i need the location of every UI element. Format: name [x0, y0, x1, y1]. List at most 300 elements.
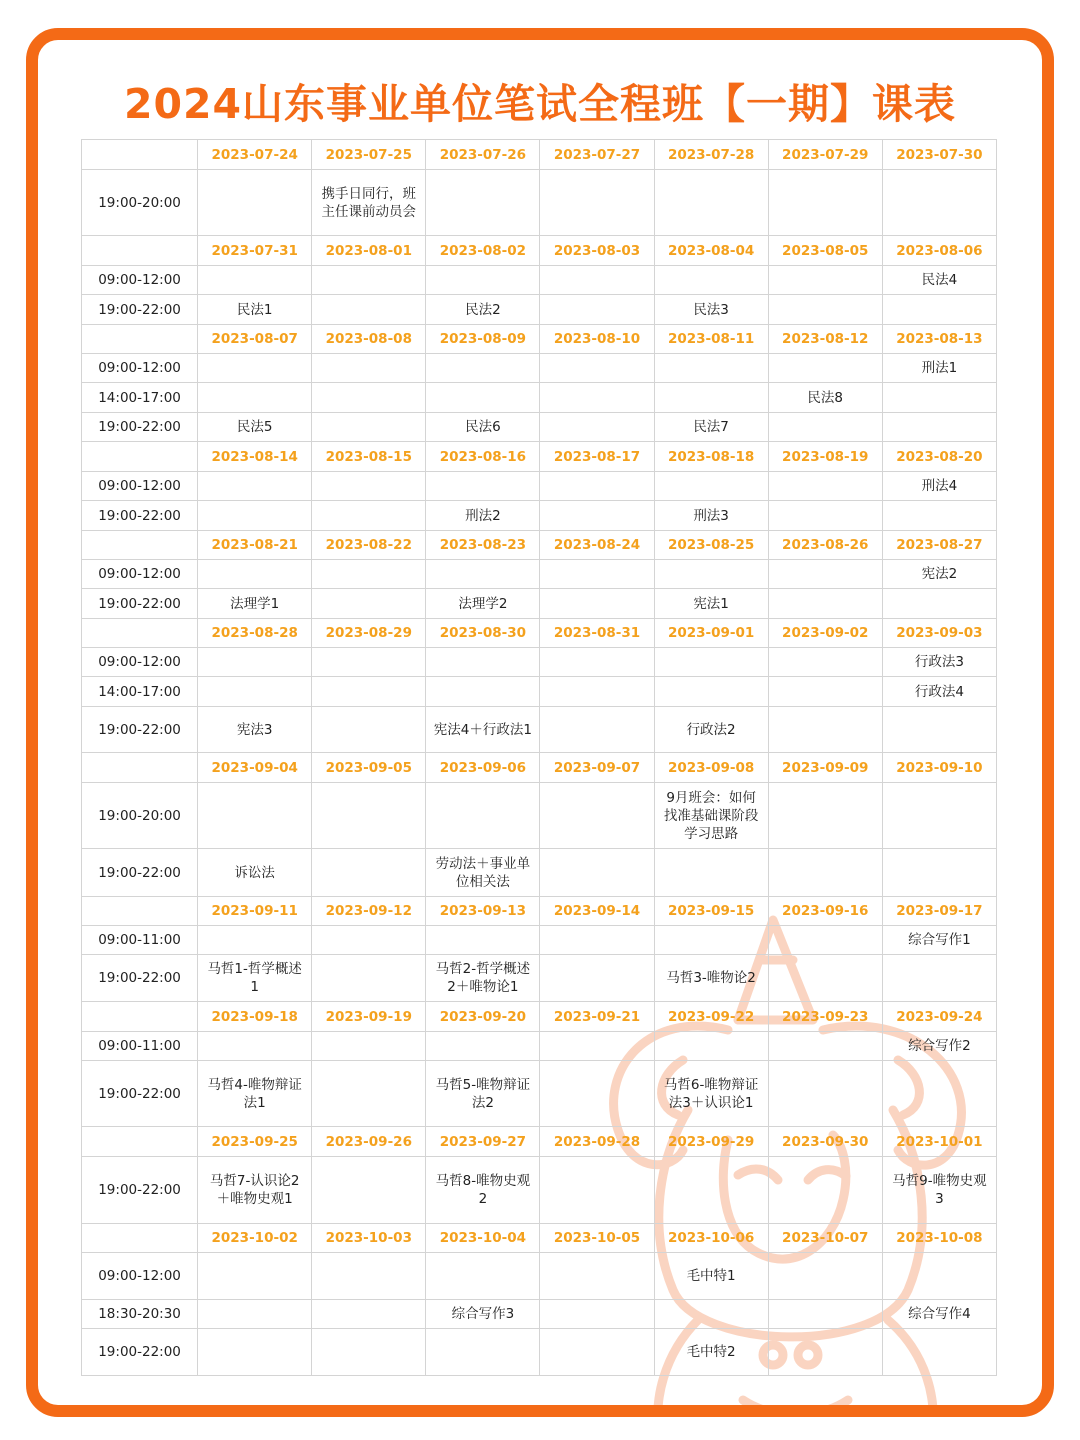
time-slot-row	[82, 472, 997, 501]
empty-cell	[882, 1061, 996, 1127]
empty-cell	[540, 354, 654, 383]
empty-cell	[540, 1253, 654, 1300]
empty-cell	[882, 501, 996, 531]
empty-cell	[540, 1300, 654, 1329]
date-header-cell: 2023-08-15	[312, 442, 426, 472]
date-header-cell: 2023-08-06	[882, 236, 996, 266]
empty-cell	[882, 383, 996, 413]
empty-cell	[198, 783, 312, 849]
time-slot-cell: 14:00-17:00	[82, 677, 198, 707]
time-slot-row	[82, 849, 997, 897]
course-cell: 综合写作2	[882, 1032, 996, 1061]
time-slot-cell: 14:00-17:00	[82, 383, 198, 413]
empty-cell	[654, 1300, 768, 1329]
empty-cell	[312, 1300, 426, 1329]
date-header-cell: 2023-09-12	[312, 897, 426, 926]
date-header-cell: 2023-08-03	[540, 236, 654, 266]
date-header-cell: 2023-07-27	[540, 140, 654, 170]
empty-cell	[312, 383, 426, 413]
course-cell: 宪法2	[882, 560, 996, 589]
time-slot-row	[82, 783, 997, 849]
course-cell: 民法5	[198, 413, 312, 442]
corner-cell	[82, 753, 198, 783]
date-header-cell: 2023-08-19	[768, 442, 882, 472]
empty-cell	[768, 1061, 882, 1127]
date-header-cell: 2023-08-22	[312, 531, 426, 560]
empty-cell	[768, 589, 882, 619]
time-slot-row	[82, 1253, 997, 1300]
course-cell: 携手日同行，班主任课前动员会	[312, 170, 426, 236]
date-header-cell: 2023-09-16	[768, 897, 882, 926]
empty-cell	[198, 1329, 312, 1376]
empty-cell	[312, 1253, 426, 1300]
empty-cell	[312, 266, 426, 295]
empty-cell	[198, 383, 312, 413]
empty-cell	[882, 413, 996, 442]
time-slot-row	[82, 955, 997, 1002]
date-header-cell: 2023-08-26	[768, 531, 882, 560]
course-cell: 法理学1	[198, 589, 312, 619]
empty-cell	[768, 295, 882, 325]
empty-cell	[540, 849, 654, 897]
date-header-cell: 2023-09-23	[768, 1002, 882, 1032]
date-header-cell: 2023-09-15	[654, 897, 768, 926]
time-slot-cell: 09:00-12:00	[82, 648, 198, 677]
empty-cell	[654, 648, 768, 677]
course-cell: 刑法4	[882, 472, 996, 501]
empty-cell	[312, 707, 426, 753]
course-cell: 马哲8-唯物史观2	[426, 1157, 540, 1224]
empty-cell	[198, 560, 312, 589]
date-header-row	[82, 753, 997, 783]
time-slot-row	[82, 354, 997, 383]
date-header-cell: 2023-10-07	[768, 1224, 882, 1253]
time-slot-row	[82, 1157, 997, 1224]
empty-cell	[882, 1253, 996, 1300]
time-slot-cell: 09:00-11:00	[82, 1032, 198, 1061]
course-cell: 马哲9-唯物史观3	[882, 1157, 996, 1224]
course-cell: 行政法2	[654, 707, 768, 753]
course-cell: 民法3	[654, 295, 768, 325]
empty-cell	[540, 677, 654, 707]
date-header-cell: 2023-09-29	[654, 1127, 768, 1157]
corner-cell	[82, 1127, 198, 1157]
time-slot-cell: 19:00-20:00	[82, 170, 198, 236]
date-header-row	[82, 140, 997, 170]
date-header-row	[82, 1127, 997, 1157]
date-header-cell: 2023-09-18	[198, 1002, 312, 1032]
empty-cell	[540, 295, 654, 325]
date-header-cell: 2023-10-02	[198, 1224, 312, 1253]
empty-cell	[540, 707, 654, 753]
empty-cell	[198, 501, 312, 531]
empty-cell	[198, 677, 312, 707]
time-slot-cell: 09:00-12:00	[82, 266, 198, 295]
time-slot-cell: 19:00-20:00	[82, 783, 198, 849]
date-header-cell: 2023-08-09	[426, 325, 540, 354]
time-slot-row	[82, 170, 997, 236]
empty-cell	[312, 472, 426, 501]
empty-cell	[654, 926, 768, 955]
date-header-cell: 2023-07-31	[198, 236, 312, 266]
empty-cell	[654, 170, 768, 236]
empty-cell	[654, 383, 768, 413]
time-slot-row	[82, 560, 997, 589]
date-header-cell: 2023-08-29	[312, 619, 426, 648]
empty-cell	[540, 560, 654, 589]
course-cell: 马哲1-哲学概述1	[198, 955, 312, 1002]
date-header-cell: 2023-08-07	[198, 325, 312, 354]
empty-cell	[426, 1329, 540, 1376]
empty-cell	[198, 1300, 312, 1329]
date-header-cell: 2023-08-28	[198, 619, 312, 648]
time-slot-row	[82, 648, 997, 677]
date-header-cell: 2023-09-26	[312, 1127, 426, 1157]
date-header-cell: 2023-09-10	[882, 753, 996, 783]
date-header-cell: 2023-09-24	[882, 1002, 996, 1032]
empty-cell	[882, 295, 996, 325]
empty-cell	[768, 707, 882, 753]
empty-cell	[768, 560, 882, 589]
date-header-cell: 2023-08-18	[654, 442, 768, 472]
date-header-cell: 2023-08-27	[882, 531, 996, 560]
empty-cell	[198, 354, 312, 383]
date-header-cell: 2023-08-11	[654, 325, 768, 354]
empty-cell	[654, 677, 768, 707]
course-cell: 毛中特2	[654, 1329, 768, 1376]
empty-cell	[540, 170, 654, 236]
corner-cell	[82, 619, 198, 648]
date-header-row	[82, 442, 997, 472]
course-cell: 宪法3	[198, 707, 312, 753]
date-header-cell: 2023-09-27	[426, 1127, 540, 1157]
date-header-cell: 2023-09-01	[654, 619, 768, 648]
corner-cell	[82, 140, 198, 170]
empty-cell	[768, 170, 882, 236]
date-header-cell: 2023-09-22	[654, 1002, 768, 1032]
empty-cell	[882, 783, 996, 849]
time-slot-cell: 19:00-22:00	[82, 707, 198, 753]
course-cell: 刑法3	[654, 501, 768, 531]
empty-cell	[768, 955, 882, 1002]
date-header-cell: 2023-08-20	[882, 442, 996, 472]
corner-cell	[82, 897, 198, 926]
empty-cell	[312, 501, 426, 531]
corner-cell	[82, 442, 198, 472]
course-cell: 宪法1	[654, 589, 768, 619]
empty-cell	[768, 354, 882, 383]
course-cell: 刑法2	[426, 501, 540, 531]
empty-cell	[768, 1300, 882, 1329]
date-header-cell: 2023-08-14	[198, 442, 312, 472]
course-cell: 劳动法＋事业单位相关法	[426, 849, 540, 897]
course-cell: 9月班会：如何找准基础课阶段学习思路	[654, 783, 768, 849]
empty-cell	[540, 1061, 654, 1127]
date-header-cell: 2023-08-23	[426, 531, 540, 560]
time-slot-cell: 19:00-22:00	[82, 1061, 198, 1127]
course-cell: 行政法4	[882, 677, 996, 707]
empty-cell	[768, 926, 882, 955]
date-header-cell: 2023-09-03	[882, 619, 996, 648]
date-header-cell: 2023-08-30	[426, 619, 540, 648]
date-header-cell: 2023-08-05	[768, 236, 882, 266]
empty-cell	[768, 849, 882, 897]
time-slot-row	[82, 589, 997, 619]
empty-cell	[768, 783, 882, 849]
date-header-cell: 2023-09-30	[768, 1127, 882, 1157]
empty-cell	[312, 1157, 426, 1224]
time-slot-cell: 19:00-22:00	[82, 413, 198, 442]
empty-cell	[540, 472, 654, 501]
course-cell: 马哲2-哲学概述2＋唯物论1	[426, 955, 540, 1002]
date-header-cell: 2023-09-07	[540, 753, 654, 783]
empty-cell	[654, 849, 768, 897]
course-cell: 民法2	[426, 295, 540, 325]
date-header-cell: 2023-07-28	[654, 140, 768, 170]
date-header-row	[82, 236, 997, 266]
course-cell: 马哲6-唯物辩证法3＋认识论1	[654, 1061, 768, 1127]
date-header-cell: 2023-09-05	[312, 753, 426, 783]
empty-cell	[312, 1061, 426, 1127]
time-slot-row	[82, 677, 997, 707]
course-cell: 行政法3	[882, 648, 996, 677]
date-header-cell: 2023-08-25	[654, 531, 768, 560]
empty-cell	[312, 413, 426, 442]
empty-cell	[768, 501, 882, 531]
empty-cell	[540, 1032, 654, 1061]
date-header-row	[82, 325, 997, 354]
course-cell: 民法1	[198, 295, 312, 325]
course-cell: 宪法4＋行政法1	[426, 707, 540, 753]
corner-cell	[82, 531, 198, 560]
course-cell: 法理学2	[426, 589, 540, 619]
course-cell: 马哲7-认识论2＋唯物史观1	[198, 1157, 312, 1224]
date-header-row	[82, 1002, 997, 1032]
empty-cell	[312, 589, 426, 619]
corner-cell	[82, 1224, 198, 1253]
empty-cell	[654, 560, 768, 589]
course-cell: 毛中特1	[654, 1253, 768, 1300]
empty-cell	[768, 1032, 882, 1061]
time-slot-row	[82, 1300, 997, 1329]
corner-cell	[82, 236, 198, 266]
empty-cell	[426, 1032, 540, 1061]
date-header-cell: 2023-09-17	[882, 897, 996, 926]
time-slot-row	[82, 383, 997, 413]
date-header-cell: 2023-10-04	[426, 1224, 540, 1253]
date-header-cell: 2023-09-14	[540, 897, 654, 926]
empty-cell	[768, 413, 882, 442]
empty-cell	[426, 472, 540, 501]
empty-cell	[882, 849, 996, 897]
course-cell: 民法4	[882, 266, 996, 295]
corner-cell	[82, 1002, 198, 1032]
date-header-cell: 2023-08-12	[768, 325, 882, 354]
date-header-cell: 2023-09-06	[426, 753, 540, 783]
empty-cell	[426, 266, 540, 295]
date-header-cell: 2023-08-02	[426, 236, 540, 266]
empty-cell	[540, 955, 654, 1002]
time-slot-row	[82, 1032, 997, 1061]
empty-cell	[768, 1253, 882, 1300]
date-header-cell: 2023-09-25	[198, 1127, 312, 1157]
date-header-cell: 2023-09-19	[312, 1002, 426, 1032]
empty-cell	[312, 648, 426, 677]
empty-cell	[198, 472, 312, 501]
poster-frame	[26, 28, 1054, 1417]
date-header-cell: 2023-08-08	[312, 325, 426, 354]
course-cell: 综合写作3	[426, 1300, 540, 1329]
empty-cell	[654, 1032, 768, 1061]
empty-cell	[768, 1157, 882, 1224]
empty-cell	[540, 383, 654, 413]
time-slot-row	[82, 707, 997, 753]
date-header-cell: 2023-10-05	[540, 1224, 654, 1253]
course-cell: 综合写作4	[882, 1300, 996, 1329]
time-slot-cell: 19:00-22:00	[82, 295, 198, 325]
empty-cell	[882, 707, 996, 753]
empty-cell	[426, 648, 540, 677]
date-header-cell: 2023-08-31	[540, 619, 654, 648]
course-cell: 民法8	[768, 383, 882, 413]
empty-cell	[654, 266, 768, 295]
time-slot-row	[82, 1061, 997, 1127]
time-slot-cell: 19:00-22:00	[82, 501, 198, 531]
empty-cell	[426, 383, 540, 413]
empty-cell	[426, 926, 540, 955]
date-header-row	[82, 1224, 997, 1253]
time-slot-row	[82, 413, 997, 442]
date-header-cell: 2023-08-01	[312, 236, 426, 266]
course-cell: 诉讼法	[198, 849, 312, 897]
empty-cell	[312, 560, 426, 589]
time-slot-row	[82, 295, 997, 325]
empty-cell	[540, 589, 654, 619]
empty-cell	[312, 1032, 426, 1061]
empty-cell	[540, 1329, 654, 1376]
date-header-cell: 2023-09-04	[198, 753, 312, 783]
date-header-cell: 2023-09-20	[426, 1002, 540, 1032]
date-header-cell: 2023-08-13	[882, 325, 996, 354]
empty-cell	[312, 849, 426, 897]
time-slot-cell: 09:00-12:00	[82, 472, 198, 501]
empty-cell	[540, 266, 654, 295]
date-header-cell: 2023-08-16	[426, 442, 540, 472]
date-header-cell: 2023-10-08	[882, 1224, 996, 1253]
course-cell: 马哲5-唯物辩证法2	[426, 1061, 540, 1127]
date-header-cell: 2023-09-13	[426, 897, 540, 926]
empty-cell	[426, 354, 540, 383]
course-cell: 刑法1	[882, 354, 996, 383]
course-cell: 马哲4-唯物辩证法1	[198, 1061, 312, 1127]
empty-cell	[882, 589, 996, 619]
empty-cell	[540, 926, 654, 955]
empty-cell	[768, 648, 882, 677]
empty-cell	[768, 266, 882, 295]
empty-cell	[426, 677, 540, 707]
time-slot-cell: 09:00-12:00	[82, 354, 198, 383]
date-header-cell: 2023-07-30	[882, 140, 996, 170]
empty-cell	[312, 1329, 426, 1376]
date-header-cell: 2023-09-21	[540, 1002, 654, 1032]
course-cell: 民法7	[654, 413, 768, 442]
empty-cell	[654, 354, 768, 383]
time-slot-row	[82, 1329, 997, 1376]
empty-cell	[312, 677, 426, 707]
time-slot-cell: 09:00-12:00	[82, 560, 198, 589]
empty-cell	[768, 1329, 882, 1376]
date-header-row	[82, 531, 997, 560]
time-slot-cell: 19:00-22:00	[82, 589, 198, 619]
empty-cell	[540, 413, 654, 442]
date-header-cell: 2023-07-24	[198, 140, 312, 170]
empty-cell	[198, 1253, 312, 1300]
empty-cell	[426, 560, 540, 589]
date-header-cell: 2023-08-10	[540, 325, 654, 354]
empty-cell	[882, 170, 996, 236]
corner-cell	[82, 325, 198, 354]
time-slot-row	[82, 926, 997, 955]
empty-cell	[540, 783, 654, 849]
course-cell: 民法6	[426, 413, 540, 442]
date-header-cell: 2023-09-09	[768, 753, 882, 783]
course-cell: 马哲3-唯物论2	[654, 955, 768, 1002]
empty-cell	[198, 648, 312, 677]
empty-cell	[882, 955, 996, 1002]
time-slot-cell: 18:30-20:30	[82, 1300, 198, 1329]
time-slot-cell: 09:00-12:00	[82, 1253, 198, 1300]
date-header-cell: 2023-09-02	[768, 619, 882, 648]
date-header-cell: 2023-09-11	[198, 897, 312, 926]
empty-cell	[654, 472, 768, 501]
empty-cell	[426, 170, 540, 236]
date-header-cell: 2023-07-29	[768, 140, 882, 170]
time-slot-cell: 19:00-22:00	[82, 849, 198, 897]
empty-cell	[198, 1032, 312, 1061]
page-title: 2024山东事业单位笔试全程班【一期】课表	[123, 80, 957, 128]
date-header-cell: 2023-08-21	[198, 531, 312, 560]
empty-cell	[540, 1157, 654, 1224]
date-header-cell: 2023-07-25	[312, 140, 426, 170]
empty-cell	[768, 677, 882, 707]
empty-cell	[312, 295, 426, 325]
time-slot-cell: 19:00-22:00	[82, 1157, 198, 1224]
empty-cell	[312, 783, 426, 849]
empty-cell	[540, 648, 654, 677]
empty-cell	[654, 1157, 768, 1224]
date-header-row	[82, 619, 997, 648]
date-header-cell: 2023-07-26	[426, 140, 540, 170]
time-slot-cell: 19:00-22:00	[82, 1329, 198, 1376]
empty-cell	[312, 354, 426, 383]
date-header-cell: 2023-10-06	[654, 1224, 768, 1253]
date-header-cell: 2023-08-17	[540, 442, 654, 472]
date-header-cell: 2023-10-03	[312, 1224, 426, 1253]
empty-cell	[198, 266, 312, 295]
date-header-cell: 2023-09-28	[540, 1127, 654, 1157]
empty-cell	[312, 926, 426, 955]
empty-cell	[312, 955, 426, 1002]
empty-cell	[198, 926, 312, 955]
course-cell: 综合写作1	[882, 926, 996, 955]
schedule-table	[81, 139, 997, 1376]
empty-cell	[426, 1253, 540, 1300]
time-slot-row	[82, 266, 997, 295]
empty-cell	[768, 472, 882, 501]
empty-cell	[198, 170, 312, 236]
time-slot-row	[82, 501, 997, 531]
time-slot-cell: 19:00-22:00	[82, 955, 198, 1002]
